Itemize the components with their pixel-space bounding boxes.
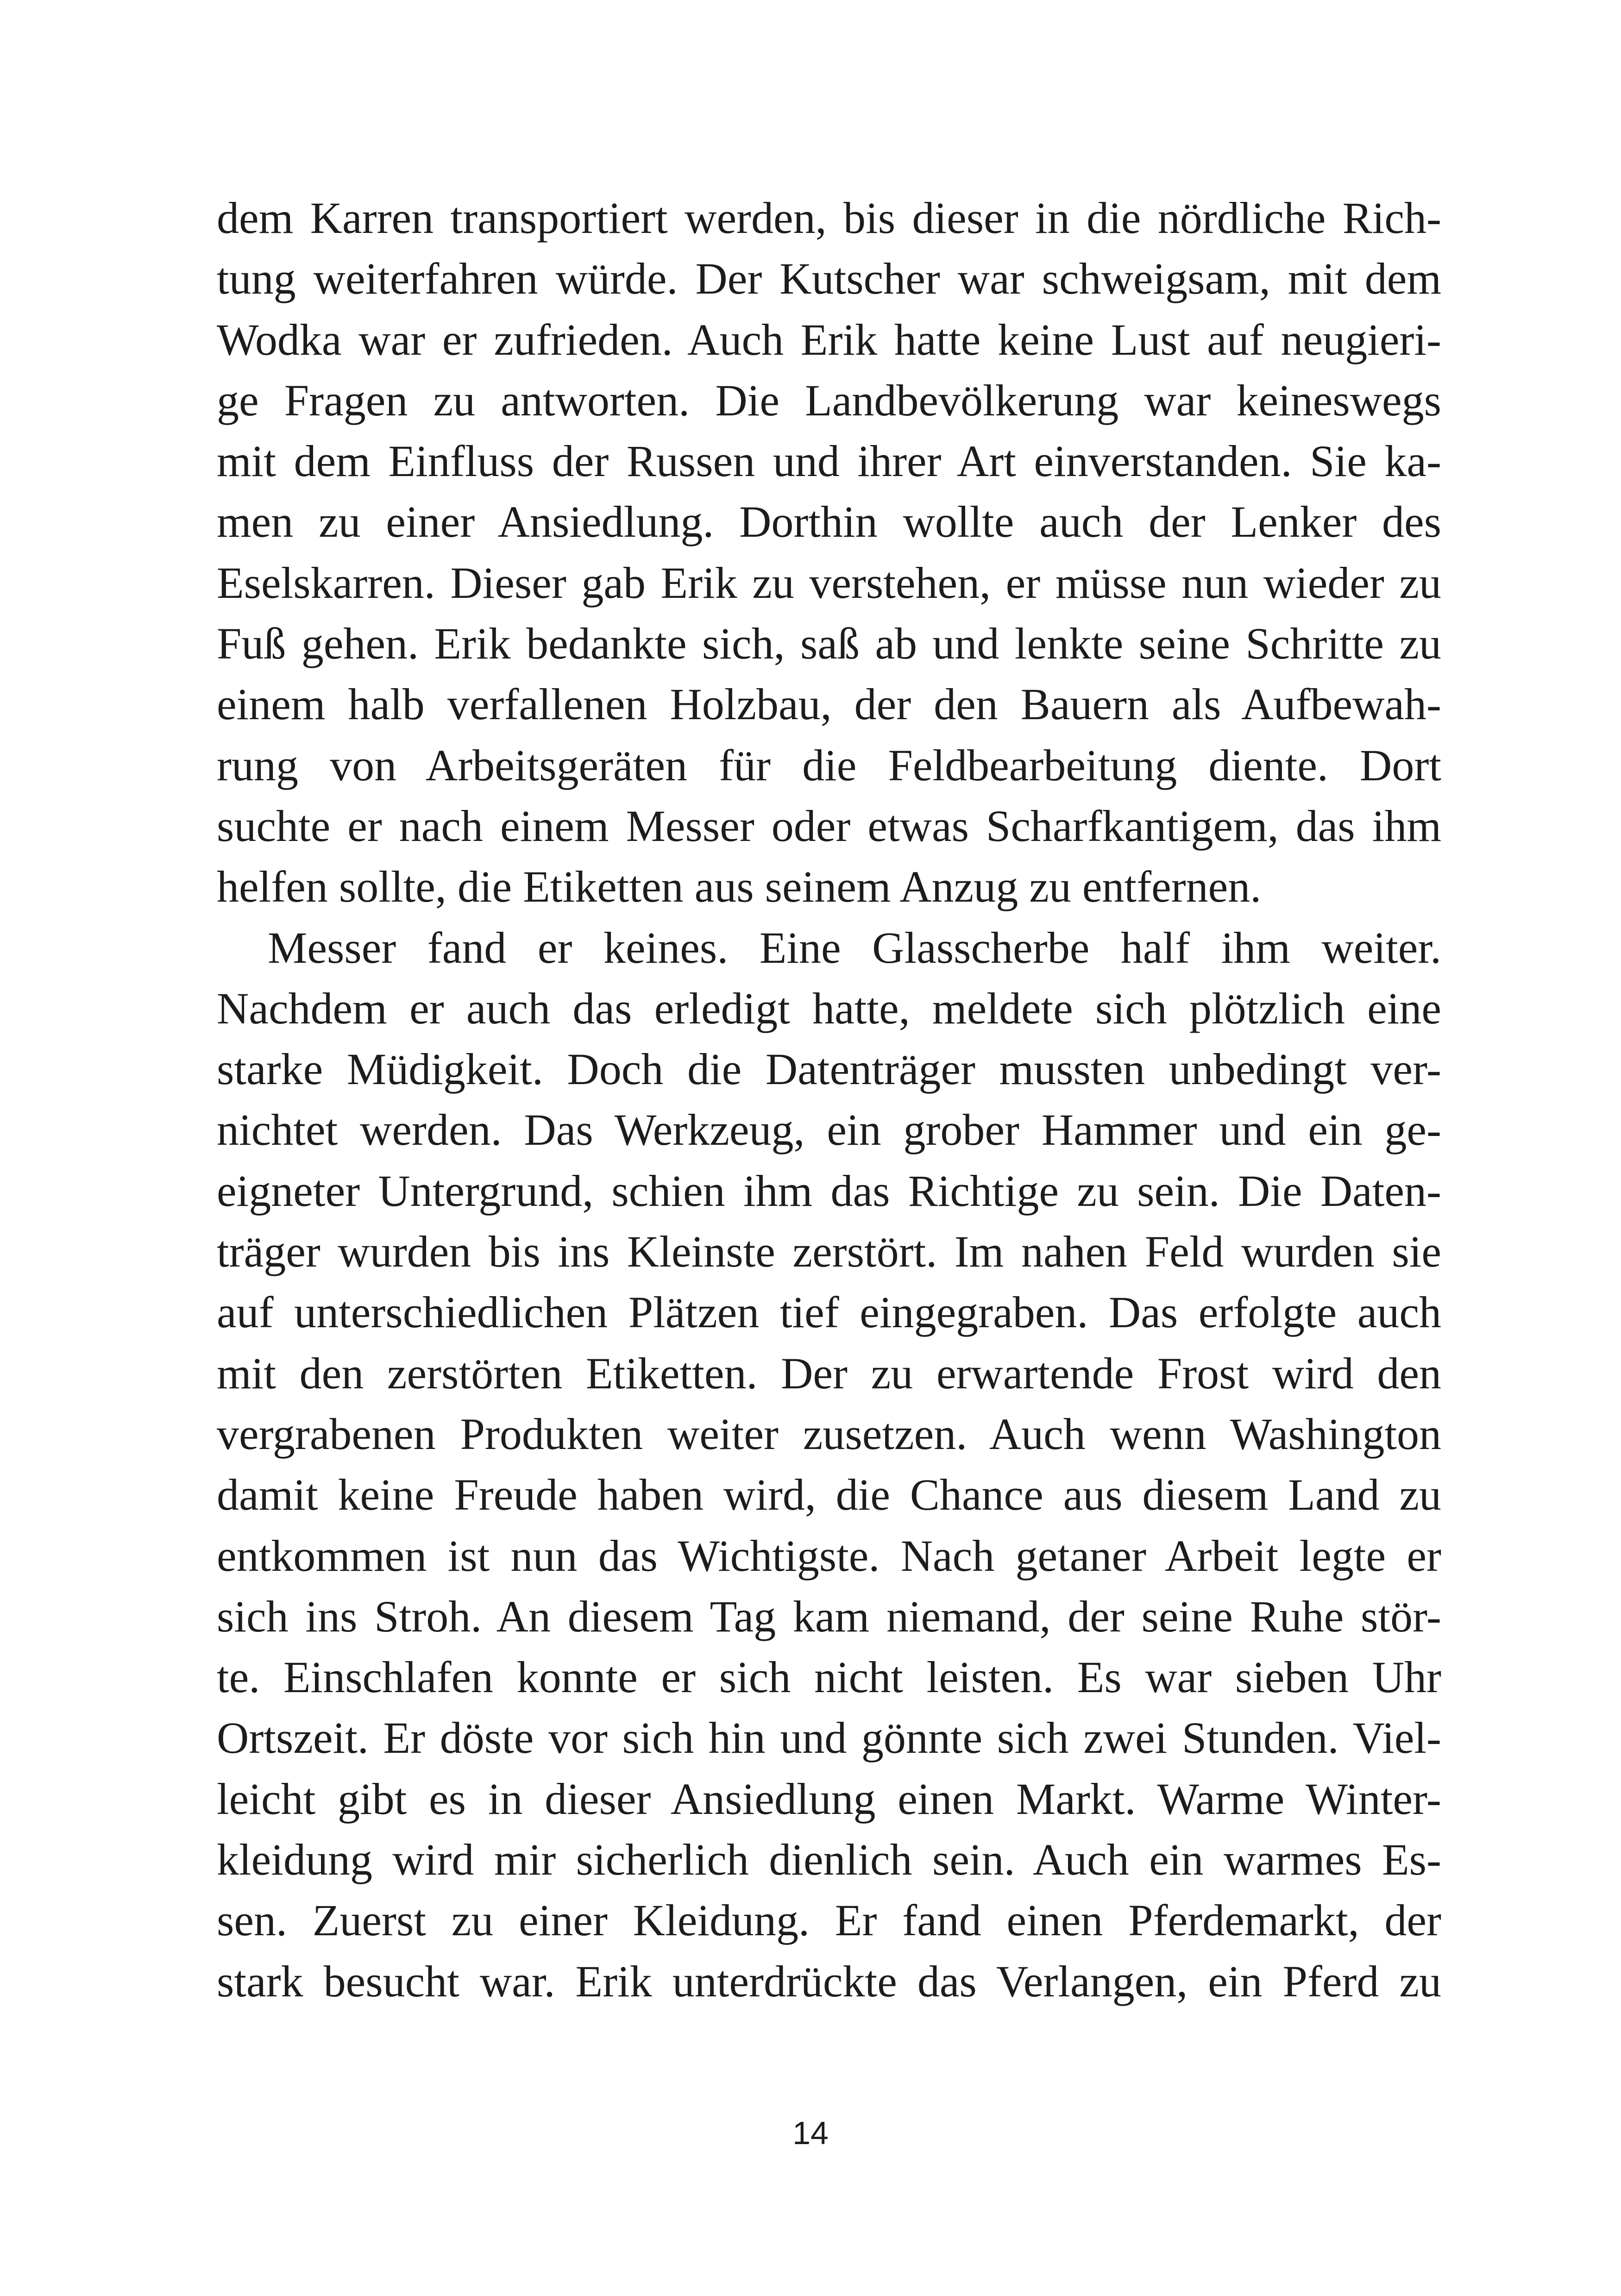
text-line: träger wurden bis ins Kleinste zerstört. Im nahen Feld wurden sie: [217, 1227, 1441, 1277]
text-line: mit dem Einfluss der Russen und ihrer Art einverstanden. Sie ka-: [217, 436, 1441, 486]
text-line: Nachdem er auch das erledigt hatte, meldete sich plötzlich eine: [217, 983, 1441, 1033]
text-line: kleidung wird mir sicherlich dienlich sein. Auch ein warmes Es-: [217, 1835, 1441, 1885]
text-line: Ortszeit. Er döste vor sich hin und gönnte sich zwei Stunden. Viel-: [217, 1713, 1441, 1763]
text-line: men zu einer Ansiedlung. Dorthin wollte auch der Lenker des: [217, 497, 1441, 547]
text-line: damit keine Freude haben wird, die Chance aus diesem Land zu: [217, 1470, 1441, 1520]
text-line: starke Müdigkeit. Doch die Datenträger mussten unbedingt ver-: [217, 1044, 1441, 1094]
text-line: Fuß gehen. Erik bedankte sich, saß ab und lenkte seine Schritte zu: [217, 619, 1441, 669]
text-line: nichtet werden. Das Werkzeug, ein grober Hammer und ein ge-: [217, 1105, 1441, 1155]
text-line: auf unterschiedlichen Plätzen tief eingegraben. Das erfolgte auch: [217, 1287, 1441, 1337]
page-number: 14: [792, 2115, 829, 2151]
text-line: eigneter Untergrund, schien ihm das Richtige zu sein. Die Daten-: [217, 1166, 1441, 1216]
text-line: dem Karren transportiert werden, bis dieser in die nördliche Rich-: [217, 193, 1441, 243]
text-line: ge Fragen zu antworten. Die Landbevölkerung war keineswegs: [217, 375, 1441, 425]
text-line: stark besucht war. Erik unterdrückte das Verlangen, ein Pferd zu: [217, 1956, 1441, 2006]
paragraph-2: [217, 917, 1441, 2012]
text-line: Eselskarren. Dieser gab Erik zu verstehen, er müsse nun wieder zu: [217, 558, 1441, 608]
body-text: [217, 188, 1441, 2012]
text-line: suchte er nach einem Messer oder etwas Scharfkantigem, das ihm: [217, 801, 1441, 851]
text-line: sich ins Stroh. An diesem Tag kam niemand, der seine Ruhe stör-: [217, 1591, 1441, 1641]
text-line: Wodka war er zufrieden. Auch Erik hatte keine Lust auf neugieri-: [217, 314, 1441, 364]
text-line: helfen sollte, die Etiketten aus seinem Anzug zu entfernen.: [217, 862, 1262, 912]
text-line: mit den zerstörten Etiketten. Der zu erwartende Frost wird den: [217, 1348, 1441, 1398]
text-line: rung von Arbeitsgeräten für die Feldbearbeitung diente. Dort: [217, 740, 1441, 790]
paragraph-1: [217, 188, 1441, 917]
text-line: vergrabenen Produkten weiter zusetzen. Auch wenn Washington: [217, 1409, 1441, 1459]
text-line: leicht gibt es in dieser Ansiedlung einen Markt. Warme Winter-: [217, 1774, 1441, 1824]
text-line: entkommen ist nun das Wichtigste. Nach getaner Arbeit legte er: [217, 1531, 1441, 1581]
text-line: einem halb verfallenen Holzbau, der den Bauern als Aufbewah-: [217, 679, 1441, 729]
text-line: Messer fand er keines. Eine Glasscherbe half ihm weiter.: [268, 922, 1441, 972]
text-line: tung weiterfahren würde. Der Kutscher war schweigsam, mit dem: [217, 254, 1441, 304]
text-line: sen. Zuerst zu einer Kleidung. Er fand einen Pferdemarkt, der: [217, 1895, 1441, 1945]
text-line: te. Einschlafen konnte er sich nicht leisten. Es war sieben Uhr: [217, 1652, 1441, 1702]
